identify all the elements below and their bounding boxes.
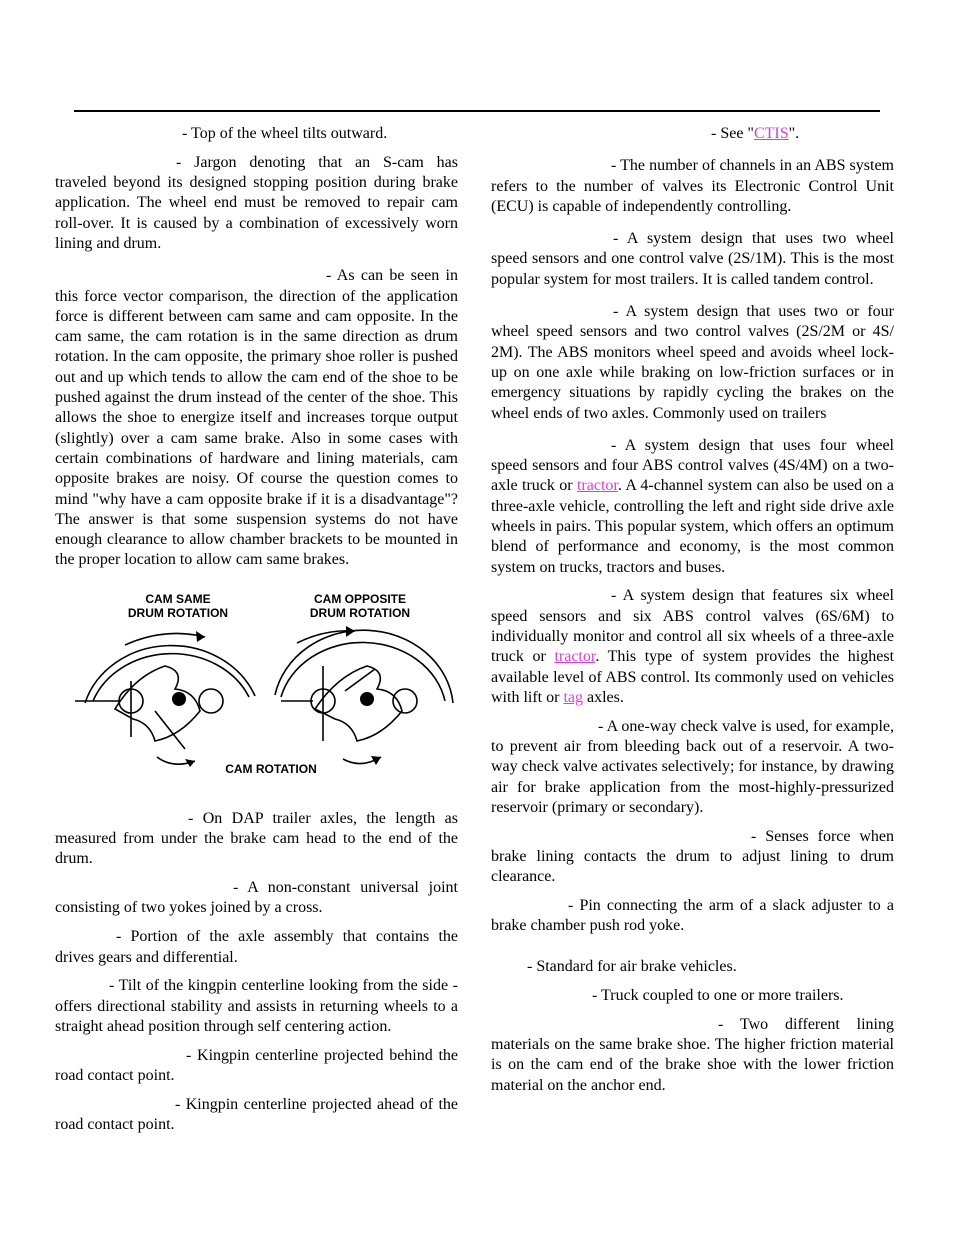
definition-clevis-pin: - Pin connecting the arm of a slack adjuster to a brake chamber push rod yoke. [491,897,894,935]
definition-central-tire-inflation: - See "CTIS". [711,125,800,142]
label-cam-opposite: CAM OPPOSITE [313,591,407,606]
definition-1-channel: - A system design that uses two wheel speed sensors and one control valve (2S/1M). This is the most popular system for most trailers. It is called tandem control. [491,230,894,288]
left-column [55,124,458,1144]
definition-cmvss: - Standard for air brake vehicles. [527,958,737,976]
definition-camber: - Top of the wheel tilts outward. [182,125,388,142]
link-tractor-2[interactable]: tractor [554,648,596,666]
label-cam-same: CAM SAME [145,591,211,606]
header-rule [74,110,880,112]
definition-caster: - Tilt of the kingpin centerline looking from the side - offers directional stability and assists in returning wheels to a straight ahead position through self centering action. [55,977,458,1035]
spacer [491,945,894,957]
definition-cam-same-opposite: - As can be seen in this force vector comparison, the direction of the application force is different between cam same and cam opposite. In the cam same, the cam rotation is in the same direction as drum rotation. In the cam opposite, the primary shoe roller is pushed out and up which tends to allow the cam end of the shoe to be pushed against the drum instead of the center of the shoe. This allows the shoe to energize itself and increases torque output (slightly) over a cam same brake. Also in some cases with certain combinations of hardware and lining materials, cam opposite brakes are noisy. Of course the question comes to mind "why have a cam opposite brake if it is a disadvantage"? The answer is that some suspension systems do not have enough clearance to allow chamber brackets to be mounted in the proper location to allow cam same brakes. [55,267,458,569]
label-cam-rotation: CAM ROTATION [225,761,317,776]
right-column [491,124,894,1104]
label-cam-opposite-drum: DRUM ROTATION [309,605,411,620]
definition-clearance-sensing: - Senses force when brake lining contacts the drum to adjust lining to drum clearance. [491,827,894,886]
definition-check-valve: - A one-way check valve is used, for example, to prevent air from bleeding back out of a reservoir. A two-way check valve activates selectively; for instance, by drawing air for brake application from the most-highly-pressurized reservoir (primary or secondary). [491,717,894,816]
link-ctis[interactable]: CTIS [753,125,789,142]
link-tractor[interactable]: tractor [576,477,618,495]
definition-caster-negative: - Kingpin centerline projected ahead of the road contact point. [55,1095,458,1134]
label-cam-same-drum: DRUM ROTATION [127,605,229,620]
definition-4-channel: - A system design that uses four wheel speed sensors and four ABS control valves (4S/4M) on a two-axle truck or tractor. A 4-channel system can also be used on a three-axle vehicle, controlling the left and right side drive axle wheels in pairs. This popular system, which offers an optimum blend of performance and economy, is the most common system on trucks, tractors and buses. [491,436,894,576]
definition-2-channel: - A system design that uses two or four wheel speed sensors and two control valves (2S/2M or 4S/ 2M). The ABS monitors wheel speed and avoids wheel lock-up on one axle while braking on low-friction surfaces or in emergency situations by rapidly cycling the brakes on the wheel ends of two axles. Commonly used on trailers [491,303,894,422]
definition-6-channel: - A system design that features six wheel speed sensors and six ABS control valves (6S/6M) to individually monitor and control all six wheels of a three-axle truck or tractor. This type of system provides the highest available level of ABS control. Its commonly used on vehicles with lift or tag axles. [491,587,895,706]
definition-combination-vehicle: - Truck coupled to one or more trailers. [592,986,844,1004]
definition-cam-to-drum-length: - On DAP trailer axles, the length as measured from under the brake cam head to the end of the drum. [55,809,458,868]
definition-combination-lining: - Two different lining materials on the same brake shoe. The higher friction material is on the cam end of the brake shoe with the lower friction material on the anchor end. [491,1015,894,1094]
definition-cardan-joint: - A non-constant universal joint consisting of two yokes joined by a cross. [55,879,458,917]
definition-channels: - The number of channels in an ABS system refers to the number of valves its Electronic Control Unit (ECU) is capable of independently controlling. [491,157,894,215]
definition-carrier: - Portion of the axle assembly that contains the drives gears and differential. [55,928,458,966]
cam-rotation-figure [55,591,458,791]
definition-caster-positive: - Kingpin centerline projected behind the road contact point. [55,1046,458,1084]
link-tag[interactable]: tag [563,688,583,706]
cam-rotation-diagram [55,591,458,791]
definition-cam-roll-over: - Jargon denoting that an S-cam has traveled beyond its designed stopping position during brake application. The wheel end must be removed to repair cam roll-over. It is caused by a combination of excessively worn lining and drum. [55,153,458,252]
